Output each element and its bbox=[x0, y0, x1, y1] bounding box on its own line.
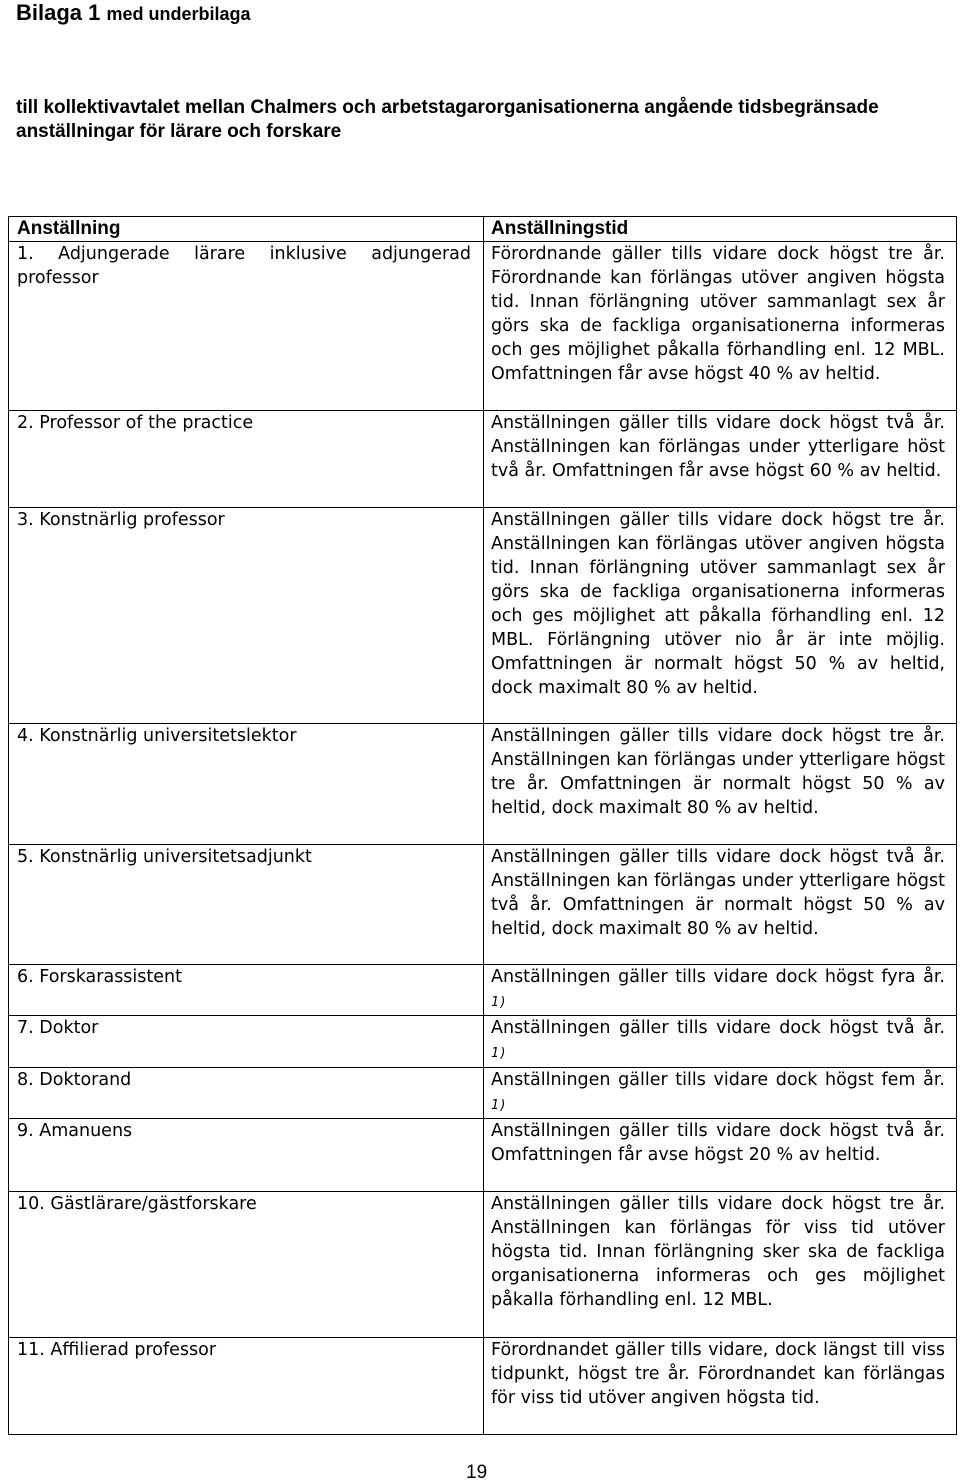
term-text: Förordnandet gäller tills vidare, dock längst till viss tidpunkt, högst tre år. Förordnandet kan förlängas för viss tid utöver angiven högsta tid. bbox=[491, 1340, 945, 1408]
term-text: Anställningen gäller tills vidare dock högst tre år. Anställningen kan förlängas under ytterligare högst tre år. Omfattningen är normalt högst 50 % av heltid, dock maximalt 80 % av heltid. bbox=[491, 726, 945, 818]
title-main: Bilaga 1 bbox=[16, 0, 101, 25]
table-row bbox=[9, 724, 957, 845]
term-cell bbox=[484, 724, 957, 844]
col-header-term: Anställningstid bbox=[484, 217, 957, 241]
position-cell: 4. Konstnärlig universitetslektor bbox=[9, 724, 484, 844]
position-cell: 10. Gästlärare/gästforskare bbox=[9, 1192, 484, 1337]
term-text: Anställningen gäller tills vidare dock högst två år. Omfattningen får avse högst 20 % av heltid. bbox=[491, 1121, 945, 1165]
position-cell: 2. Professor of the practice bbox=[9, 411, 484, 507]
term-cell bbox=[484, 1016, 957, 1067]
term-cell bbox=[484, 965, 957, 1015]
table-row bbox=[9, 1192, 957, 1338]
col-header-position: Anställning bbox=[9, 217, 484, 241]
table-row bbox=[9, 965, 957, 1016]
footnote-ref: 1) bbox=[491, 995, 507, 1010]
table-row bbox=[9, 1068, 957, 1119]
term-text: Anställningen gäller tills vidare dock högst två år. Anställningen kan förlängas under ytterligare höst två år. Omfattningen får avse högst 60 % av heltid. bbox=[491, 413, 945, 481]
footnote-ref: 1) bbox=[491, 1098, 507, 1113]
table-row bbox=[9, 1338, 957, 1435]
table-row bbox=[9, 508, 957, 724]
term-text: Anställningen gäller tills vidare dock högst fem år. bbox=[491, 1070, 945, 1090]
term-cell bbox=[484, 242, 957, 410]
term-cell bbox=[484, 1338, 957, 1434]
term-text: Anställningen gäller tills vidare dock högst tre år. Anställningen kan förlängas för viss tid utöver högsta tid. Innan förlängning sker ska de fackliga organisationerna informeras och ges möjlighet påkalla förhandling enl. 12 MBL. bbox=[491, 1194, 945, 1310]
table-row bbox=[9, 1016, 957, 1068]
term-text: Anställningen gäller tills vidare dock högst två år. bbox=[491, 1018, 945, 1038]
term-text: Anställningen gäller tills vidare dock högst fyra år. bbox=[491, 967, 945, 987]
table-row bbox=[9, 411, 957, 508]
document-title bbox=[16, 0, 251, 26]
term-cell bbox=[484, 1119, 957, 1191]
term-cell bbox=[484, 508, 957, 723]
employment-table bbox=[8, 216, 957, 1435]
intro-text: till kollektivavtalet mellan Chalmers och arbetstagarorganisationerna angående tidsbegränsade anställningar för lärare och forskare bbox=[16, 97, 879, 142]
table-header-row bbox=[9, 217, 957, 242]
term-cell bbox=[484, 845, 957, 964]
term-cell bbox=[484, 1068, 957, 1118]
position-cell: 3. Konstnärlig professor bbox=[9, 508, 484, 723]
table-row bbox=[9, 845, 957, 965]
position-cell: 5. Konstnärlig universitetsadjunkt bbox=[9, 845, 484, 964]
term-text: Anställningen gäller tills vidare dock högst tre år. Anställningen kan förlängas utöver angiven högsta tid. Innan förlängning utöver sammanlagt sex år görs ska de fackliga organisationerna informeras och ges möjlighet att påkalla förhandling enl. 12 MBL. Förlängning utöver nio år är inte möjlig. Omfattningen är normalt högst 50 % av heltid, dock maximalt 80 % av heltid. bbox=[491, 510, 945, 698]
position-cell: 9. Amanuens bbox=[9, 1119, 484, 1191]
position-cell: 8. Doktorand bbox=[9, 1068, 484, 1118]
position-cell: 6. Forskarassistent bbox=[9, 965, 484, 1015]
term-text: Förordnande gäller tills vidare dock högst tre år. Förordnande kan förlängas utöver angiven högsta tid. Innan förlängning utöver sammanlagt sex år görs ska de fackliga organisationerna informeras och ges möjlighet påkalla förhandling enl. 12 MBL. Omfattningen får avse högst 40 % av heltid. bbox=[491, 244, 945, 384]
table-row bbox=[9, 1119, 957, 1192]
page-number: 19 bbox=[466, 1462, 488, 1483]
position-cell: 7. Doktor bbox=[9, 1016, 484, 1067]
position-cell: 11. Affilierad professor bbox=[9, 1338, 484, 1434]
position-cell: 1. Adjungerade lärare inklusive adjungerad professor bbox=[9, 242, 484, 410]
footnote-ref: 1) bbox=[491, 1046, 507, 1061]
title-sub: med underbilaga bbox=[106, 4, 251, 24]
table-row bbox=[9, 242, 957, 411]
term-cell bbox=[484, 411, 957, 507]
term-cell bbox=[484, 1192, 957, 1337]
term-text: Anställningen gäller tills vidare dock högst två år. Anställningen kan förlängas under ytterligare högst två år. Omfattningen är normalt högst 50 % av heltid, dock maximalt 80 % av heltid. bbox=[491, 847, 945, 939]
